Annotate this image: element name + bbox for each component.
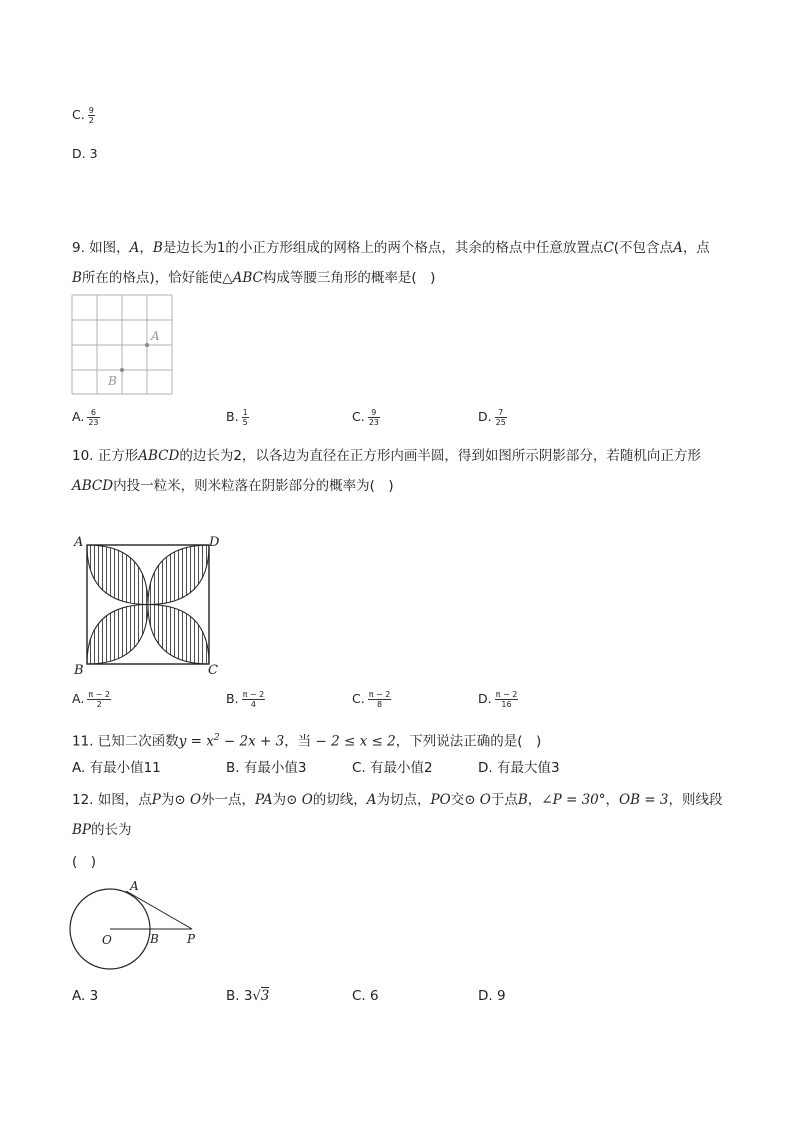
- q10-option-a[interactable]: [72, 690, 111, 709]
- q12-option-d[interactable]: D. 9: [478, 988, 506, 1004]
- label-b: B: [150, 932, 159, 946]
- math: A: [366, 792, 377, 808]
- q12-text-line2: [72, 820, 132, 840]
- text: 于点: [490, 792, 518, 808]
- fraction-numerator: π − 2: [88, 690, 111, 699]
- q10-square-figure: [70, 530, 222, 682]
- label-o: O: [102, 933, 112, 947]
- option-text: B. 3: [226, 988, 253, 1004]
- q9-text-line2: [72, 268, 435, 288]
- fraction-numerator: 9: [88, 106, 94, 115]
- option-letter: D.: [478, 691, 492, 706]
- q9-option-c[interactable]: [352, 408, 380, 427]
- fraction-denominator: 2: [88, 116, 94, 125]
- q12-text-line1: [72, 790, 723, 810]
- option-fraction: [242, 690, 266, 709]
- math: BP: [72, 822, 92, 838]
- math: OB = 3: [619, 792, 669, 808]
- fraction-numerator: 9: [368, 408, 380, 418]
- text: ，当: [284, 733, 312, 750]
- text: ，点: [682, 240, 710, 256]
- math: ABCD: [138, 448, 180, 464]
- text: 构成等腰三角形的概率是( ): [262, 270, 436, 286]
- q9-option-d[interactable]: [478, 408, 507, 427]
- math: PA: [255, 792, 273, 808]
- fraction-numerator: 7: [495, 408, 507, 418]
- q11-option-b[interactable]: B. 有最小值3: [226, 760, 307, 776]
- option-fraction: [495, 690, 519, 709]
- text: 9. 如图，: [72, 240, 130, 256]
- q11-option-d[interactable]: D. 有最大值3: [478, 760, 560, 776]
- text: 交: [450, 792, 465, 808]
- label-d: D: [209, 535, 220, 550]
- q9-grid-figure: [70, 293, 176, 396]
- math: A: [129, 240, 140, 256]
- fraction-denominator: 23: [88, 418, 99, 427]
- fraction-numerator: 6: [87, 408, 99, 418]
- label-a: A: [130, 879, 139, 893]
- q12-option-c[interactable]: C. 6: [352, 988, 379, 1004]
- sqrt-sign: √: [252, 989, 261, 1004]
- text: ，下列说法正确的是( ): [395, 733, 542, 750]
- fraction-denominator: 4: [250, 700, 256, 709]
- point-a: [145, 343, 149, 347]
- option-letter: A.: [72, 691, 85, 706]
- fraction-denominator: 23: [368, 418, 379, 427]
- point-b: [120, 368, 124, 372]
- q8-option-c-fraction: [88, 106, 95, 125]
- math: − 2 ≤ x ≤ 2: [311, 733, 396, 750]
- text: 外一点，: [201, 792, 256, 808]
- text: 为: [272, 792, 287, 808]
- text: ，: [605, 792, 620, 808]
- text: 内投一粒米，则米粒落在阴影部分的概率为( ): [113, 478, 394, 494]
- option-letter: C.: [352, 691, 365, 706]
- q9-option-b[interactable]: [226, 408, 249, 427]
- fraction-numerator: π − 2: [368, 690, 391, 699]
- option-letter: B.: [226, 691, 239, 706]
- label-b: B: [74, 663, 84, 678]
- label-c: C: [208, 663, 218, 678]
- q8-option-d[interactable]: D. 3: [72, 146, 98, 161]
- math: ⊙ O: [174, 792, 202, 808]
- q12-text-line3: ( ): [72, 854, 97, 870]
- q10-option-b[interactable]: [226, 690, 265, 709]
- text: 为切点，: [376, 792, 431, 808]
- text: ，: [527, 792, 542, 808]
- math: B: [152, 240, 163, 256]
- q10-text-line1: [72, 446, 701, 466]
- text: 所在的格点)，恰好能使: [81, 270, 223, 286]
- label-p: P: [187, 932, 196, 946]
- option-fraction: [495, 408, 507, 427]
- label-a: A: [74, 535, 84, 550]
- math-exponent: 2: [213, 733, 220, 743]
- text: 的边长为2，以各边为直径在正方形内画半圆，得到如图所示阴影部分，若随机向正方形: [179, 448, 701, 464]
- option-letter: A.: [72, 409, 85, 424]
- math: A: [673, 240, 683, 256]
- q10-option-d[interactable]: [478, 690, 518, 709]
- text: 的切线，: [312, 792, 367, 808]
- q10-text-line2: [72, 476, 394, 496]
- text: 12. 如图，点: [72, 792, 152, 808]
- text: 的长为: [91, 822, 132, 838]
- fraction-denominator: 25: [495, 418, 506, 427]
- sqrt-radicand: 3: [260, 988, 270, 1004]
- option-fraction: [242, 408, 249, 427]
- q11-option-a[interactable]: A. 有最小值11: [72, 760, 161, 776]
- option-letter: D.: [478, 409, 492, 424]
- fraction-numerator: 1: [242, 408, 248, 417]
- text: 11. 已知二次函数: [72, 733, 179, 750]
- math: ∠P = 30°: [541, 792, 606, 808]
- q12-circle-figure: [68, 878, 208, 978]
- q8-option-c-letter: C.: [72, 107, 85, 122]
- fraction-denominator: 8: [377, 700, 383, 709]
- fraction-numerator: π − 2: [242, 690, 265, 699]
- fraction-numerator: π − 2: [495, 690, 518, 699]
- option-letter: C.: [352, 409, 365, 424]
- tangent-pa: [126, 891, 192, 929]
- option-fraction: [87, 408, 99, 427]
- math: △ABC: [222, 270, 263, 286]
- q12-option-a[interactable]: A. 3: [72, 988, 99, 1004]
- option-fraction: [368, 408, 380, 427]
- q12-option-b[interactable]: [226, 986, 269, 1007]
- q11-text: [72, 728, 541, 752]
- math: C: [603, 240, 614, 256]
- text: 为: [160, 792, 175, 808]
- math: B: [72, 270, 82, 286]
- math: B: [517, 792, 528, 808]
- math: − 2x + 3: [219, 733, 285, 750]
- math: ⊙ O: [286, 792, 313, 808]
- math: ⊙ O: [464, 792, 491, 808]
- math: P: [151, 792, 161, 808]
- math: ABCD: [72, 478, 114, 494]
- option-letter: B.: [226, 409, 239, 424]
- fraction-denominator: 2: [96, 700, 102, 709]
- q10-option-c[interactable]: [352, 690, 391, 709]
- fraction-denominator: 16: [501, 700, 512, 709]
- text: 10. 正方形: [72, 448, 139, 464]
- fraction-denominator: 5: [242, 418, 248, 427]
- math: y = x: [178, 733, 214, 750]
- option-fraction: [87, 690, 111, 709]
- q8-option-c[interactable]: [72, 106, 95, 125]
- text: (不包含点: [613, 240, 674, 256]
- q11-option-c[interactable]: C. 有最小值2: [352, 760, 433, 776]
- option-fraction: [368, 690, 392, 709]
- text: 是边长为1的小正方形组成的网格上的两个格点，其余的格点中任意放置点: [162, 240, 604, 256]
- text: ，则线段: [668, 792, 723, 808]
- label-a: A: [151, 329, 160, 343]
- q9-option-a[interactable]: [72, 408, 100, 427]
- text: ，: [139, 240, 153, 256]
- math: PO: [430, 792, 451, 808]
- q9-text-line1: [72, 238, 710, 258]
- label-b: B: [108, 374, 117, 388]
